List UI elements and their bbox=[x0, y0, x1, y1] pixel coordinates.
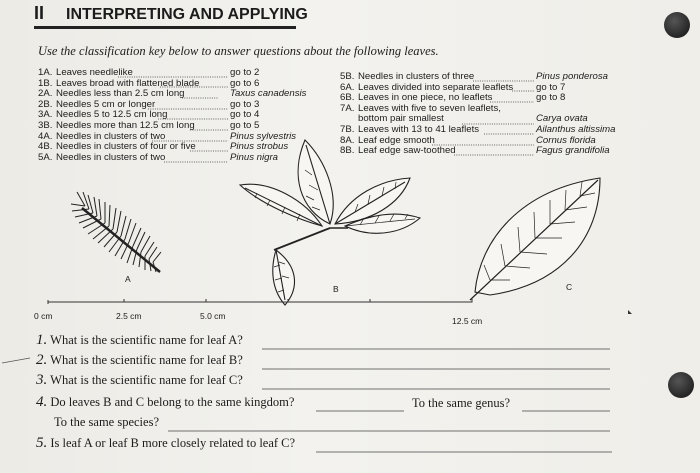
leaf-b-label: B bbox=[333, 284, 339, 294]
key-row: 6B. Leaves in one piece, no leaflets go to 8 bbox=[340, 92, 566, 104]
key-row: 7B. Leaves with 13 to 41 leaflets Ailanthus altissima bbox=[340, 123, 616, 135]
key-row: 6A. Leaves divided into separate leaflets go to 7 bbox=[340, 81, 566, 93]
instructions: Use the classification key below to answer questions about the following leaves. bbox=[38, 44, 439, 58]
scale-0: 0 cm bbox=[34, 311, 53, 321]
question-4: 4. Do leaves B and C belong to the same kingdom? bbox=[36, 394, 295, 410]
key-row: 8A. Leaf edge smooth Cornus florida bbox=[340, 134, 596, 146]
key-row: 7A. Leaves with five to seven leaflets, bbox=[340, 102, 501, 114]
question-3: 3. What is the scientific name for leaf C? bbox=[36, 372, 243, 388]
key-row: 5A. Needles in clusters of two Pinus nigra bbox=[38, 151, 278, 163]
leaf-c-label: C bbox=[566, 282, 573, 292]
scale-12-5: 12.5 cm bbox=[452, 316, 483, 326]
key-row: 4B. Needles in clusters of four or five Pinus strobus bbox=[38, 141, 289, 153]
key-row: 3A. Needles 5 to 12.5 cm long go to 4 bbox=[38, 109, 260, 121]
scale-5: 5.0 cm bbox=[200, 311, 226, 321]
key-row: 4A. Needles in clusters of two Pinus sylvestris bbox=[38, 130, 297, 142]
question-2: 2. What is the scientific name for leaf B? bbox=[36, 352, 243, 368]
leaf-c-drawing bbox=[470, 178, 600, 300]
binder-hole bbox=[668, 372, 694, 398]
key-row: 1A. Leaves needlelike go to 2 bbox=[38, 67, 260, 78]
section-title: INTERPRETING AND APPLYING bbox=[66, 6, 308, 23]
key-row: bottom pair smallest Carya ovata bbox=[358, 113, 588, 125]
key-row: 8B. Leaf edge saw-toothed Fagus grandifolia bbox=[340, 145, 610, 157]
scale-2-5: 2.5 cm bbox=[116, 311, 142, 321]
question-1: 1. What is the scientific name for leaf A? bbox=[36, 332, 243, 348]
leaf-b-drawing bbox=[240, 140, 420, 305]
key-row: 1B. Leaves broad with flattened blade go to 6 bbox=[38, 77, 260, 89]
question-5: 5. Is leaf A or leaf B more closely related to leaf C? bbox=[36, 435, 296, 451]
key-row: 2A. Needles less than 2.5 cm long Taxus canadensis bbox=[38, 88, 307, 100]
question-4-species: To the same species? bbox=[54, 415, 159, 429]
key-row: 3B. Needles more than 12.5 cm long go to 5 bbox=[38, 119, 260, 131]
binder-hole bbox=[664, 12, 690, 38]
section-number: II bbox=[34, 3, 45, 23]
key-row: 5B. Needles in clusters of three Pinus ponderosa bbox=[340, 71, 609, 82]
question-4-genus: To the same genus? bbox=[412, 396, 511, 410]
key-row: 2B. Needles 5 cm or longer go to 3 bbox=[38, 98, 260, 110]
leaf-a-drawing bbox=[71, 192, 161, 272]
leaf-a-label: A bbox=[125, 274, 131, 284]
scale-bar bbox=[48, 298, 472, 304]
